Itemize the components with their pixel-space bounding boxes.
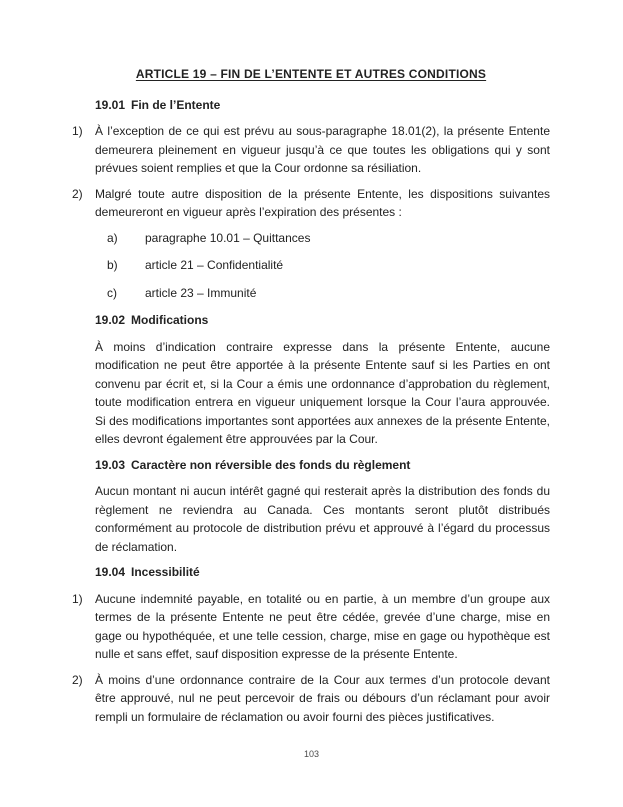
item-marker: 2) bbox=[72, 186, 83, 201]
item-marker: 1) bbox=[72, 124, 83, 138]
section-heading-text: Modifications bbox=[131, 313, 209, 327]
section-heading-19-03 bbox=[95, 456, 550, 475]
section-number: 19.02 bbox=[95, 313, 126, 327]
section-heading-19-04 bbox=[95, 563, 550, 582]
page-number: 103 bbox=[303, 749, 320, 759]
section-heading-text: Caractère non réversible des fonds du règlement bbox=[131, 457, 411, 472]
section-number: 19.04 bbox=[95, 565, 126, 579]
article-title: ARTICLE 19 – FIN DE L’ENTENTE ET AUTRES CONDITIONS bbox=[135, 67, 487, 81]
section-number: 19.01 bbox=[95, 97, 126, 112]
item-text: Malgré toute autre disposition de la présente Entente, les dispositions suivantes demeureront en vigueur après l’expiration des présentes : bbox=[95, 186, 550, 219]
lettered-item bbox=[107, 229, 550, 248]
item-marker: b) bbox=[107, 258, 118, 272]
lettered-item bbox=[107, 256, 550, 275]
numbered-item bbox=[72, 671, 550, 727]
item-marker: 1) bbox=[72, 591, 83, 606]
section-paragraph: Aucun montant ni aucun intérêt gagné qui resterait après la distribution des fonds du règlement ne reviendra au Canada. Ces montants seront plutôt distribués conformément au protocole de distribution prévu et approuvé à l’égard du processus de réclamation. bbox=[95, 484, 550, 554]
item-text: Aucune indemnité payable, en totalité ou en partie, à un membre d’un groupe aux termes de la présente Entente ne peut être cédée, grevée d’une charge, mise en gage ou hypothéquée, et une telle cession, charge, mise en gage ou hypothèque est nulle et sans effet, sauf disposition expresse de la présente Entente. bbox=[95, 591, 550, 661]
section-heading-text: Incessibilité bbox=[131, 565, 200, 579]
section-heading-19-01 bbox=[95, 96, 550, 115]
item-text: À moins d’une ordonnance contraire de la Cour aux termes d’un protocole devant être approuvé, nul ne peut percevoir de frais ou débours d’un réclamant pour avoir rempli un formulaire de réclamation ou avoir fourni des pièces justificatives. bbox=[95, 672, 550, 724]
item-marker: 2) bbox=[72, 672, 83, 687]
item-text: paragraphe 10.01 – Quittances bbox=[145, 230, 311, 245]
section-number: 19.03 bbox=[95, 457, 126, 472]
section-heading-text: Fin de l’Entente bbox=[131, 97, 221, 112]
numbered-item bbox=[72, 590, 550, 664]
lettered-item bbox=[107, 284, 550, 303]
numbered-item bbox=[72, 122, 550, 178]
item-text: article 23 – Immunité bbox=[145, 285, 257, 300]
item-text: article 21 – Confidentialité bbox=[145, 258, 284, 272]
section-paragraph: À moins d’indication contraire expresse dans la présente Entente, aucune modification ne peut être apportée à la présente Entente sauf si les Parties en ont convenu par écrit et, si la Cour a émis une ordonnance d’approbation du règlement, toute modification entrera en vigueur uniquement lorsque la Cour l’aura approuvée. Si des modifications importantes sont apportées aux annexes de la présente Entente, elles devront également être approuvées par la Cour. bbox=[95, 339, 550, 446]
item-marker: c) bbox=[107, 285, 117, 300]
numbered-item bbox=[72, 185, 550, 222]
item-marker: a) bbox=[107, 230, 118, 245]
section-heading-19-02 bbox=[95, 311, 550, 330]
item-text: À l’exception de ce qui est prévu au sous-paragraphe 18.01(2), la présente Entente demeurera pleinement en vigueur jusqu’à ce que toutes les obligations qui y sont prévues soient remplies et que la Cour ordonne sa résiliation. bbox=[95, 124, 550, 175]
